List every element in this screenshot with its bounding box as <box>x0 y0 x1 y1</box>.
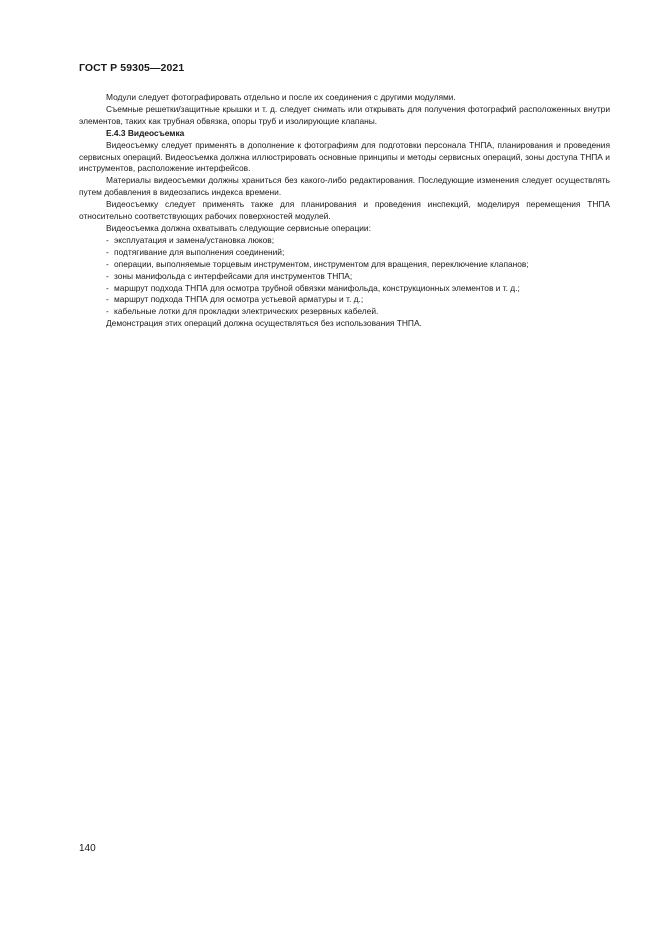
list-item-text: кабельные лотки для прокладки электрических резервных кабелей. <box>114 306 379 317</box>
list-item <box>106 294 610 306</box>
page-number: 140 <box>79 843 96 854</box>
paragraph: Модули следует фотографировать отдельно и после их соединения с другими модулями. <box>106 92 456 102</box>
list-item <box>106 235 610 247</box>
list-item <box>106 283 610 295</box>
paragraph: Демонстрация этих операций должна осуществляться без использования ТНПА. <box>106 318 422 329</box>
list-item <box>106 271 610 283</box>
paragraph: Видеосъемку следует применять в дополнение к фотографиям для подготовки персонала ТНПА, планирования и проведения сервисных операций. Видеосъемка должна иллюстрировать основные принципы и методы сервисных операций, зоны доступа ТНПА и инструментов, расположение интерфейсов. <box>79 139 610 174</box>
paragraph: Съемные решетки/защитные крышки и т. д. следует снимать или открывать для получения фотографий расположенных внутри элементов, таких как трубная обвязка, опоры труб и изолирующие клапаны. <box>79 103 610 126</box>
list-item-text: маршрут подхода ТНПА для осмотра трубной обвязки манифольда, конструкционных элементов и т. д.; <box>114 282 520 293</box>
list-dash: - <box>106 306 109 317</box>
document-header: ГОСТ Р 59305—2021 <box>79 62 185 74</box>
document-body <box>79 92 610 330</box>
list-item <box>106 259 610 271</box>
operations-list <box>79 235 610 318</box>
list-item <box>106 247 610 259</box>
list-dash: - <box>106 246 109 257</box>
paragraph: Видеосъемку следует применять также для планирования и проведения инспекций, моделируя перемещения ТНПА относительно соответствующих рабочих поверхностей модулей. <box>79 199 610 222</box>
list-item-text: зоны манифольда с интерфейсами для инструментов ТНПА; <box>114 270 353 281</box>
section-heading: Е.4.3 Видеосъемка <box>106 127 185 138</box>
list-dash: - <box>106 234 109 245</box>
list-item <box>106 306 610 318</box>
list-item-text: маршрут подхода ТНПА для осмотра устьевой арматуры и т. д.; <box>114 294 364 305</box>
list-dash: - <box>106 258 109 269</box>
paragraph: Видеосъемка должна охватывать следующие сервисные операции: <box>106 222 371 233</box>
list-item-text: подтягивание для выполнения соединений; <box>114 246 285 257</box>
list-item-text: операции, выполняемые торцевым инструментом, инструментом для вращения, переключение клапанов; <box>114 258 529 269</box>
list-dash: - <box>106 282 109 293</box>
list-dash: - <box>106 294 109 305</box>
paragraph: Материалы видеосъемки должны храниться без какого-либо редактирования. Последующие изменения следует осуществлять путем добавления в видеозапись индекса времени. <box>79 175 610 198</box>
list-dash: - <box>106 270 109 281</box>
list-item-text: эксплуатация и замена/установка люков; <box>114 234 275 245</box>
